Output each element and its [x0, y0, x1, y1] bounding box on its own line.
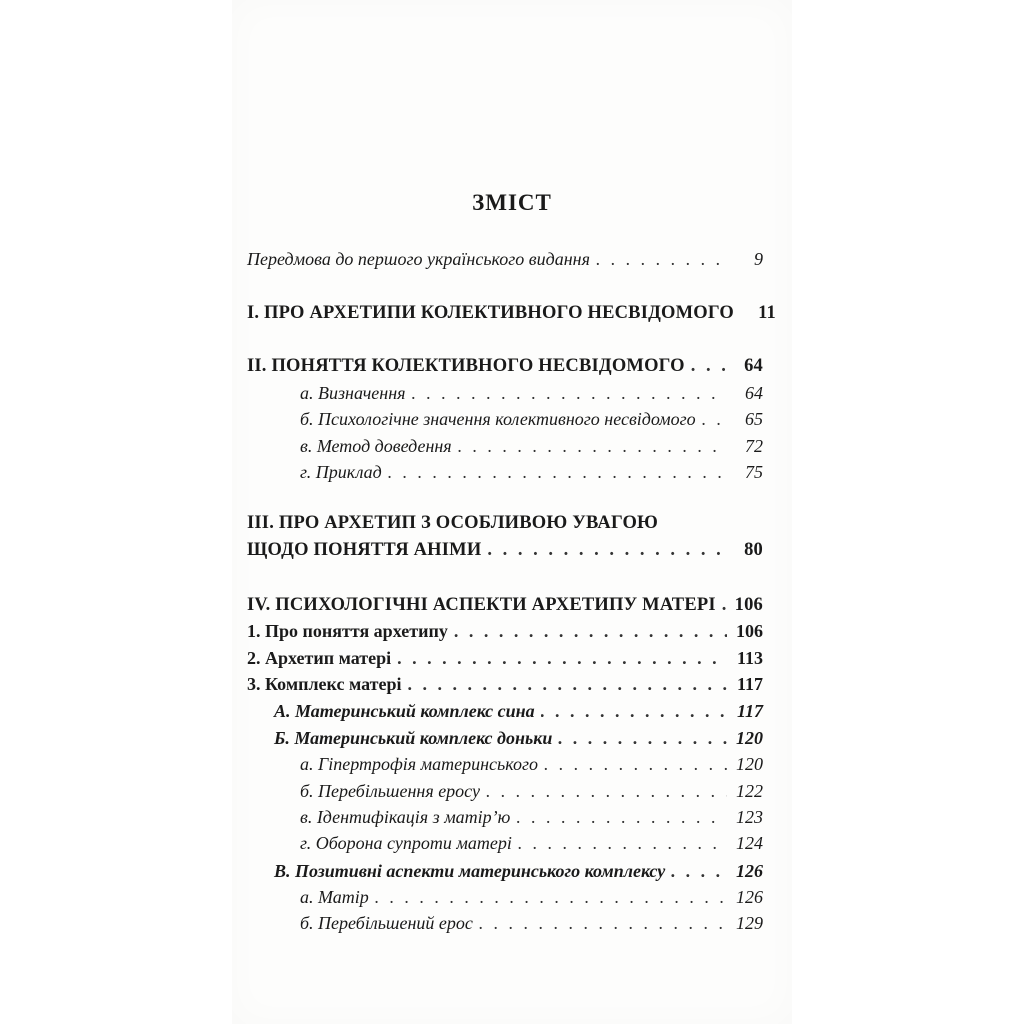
- toc-entry-4-3: [247, 673, 763, 695]
- entry-label: Передмова до першого українського видання: [247, 249, 590, 269]
- entry-label: В. Позитивні аспекти материнського комплексу: [274, 861, 666, 881]
- entry-page: 126: [736, 887, 763, 907]
- leader-dots: [412, 382, 727, 404]
- entry-label: а. Визначення: [300, 383, 406, 403]
- entry-label: г. Приклад: [300, 462, 382, 482]
- entry-page: 126: [736, 861, 763, 881]
- entry-page: 120: [736, 754, 763, 774]
- toc-entry-preface: [247, 248, 763, 270]
- entry-page: 80: [744, 540, 763, 560]
- toc-entry-2b: [300, 408, 763, 430]
- leader-dots: [487, 539, 727, 561]
- entry-label: а. Матір: [300, 887, 369, 907]
- toc-entry-chapter-3-line1: III. ПРО АРХЕТИП З ОСОБЛИВОЮ УВАГОЮ: [247, 513, 659, 533]
- entry-label: 2. Архетип матері: [247, 648, 392, 668]
- entry-page: 117: [736, 674, 763, 694]
- leader-dots: [516, 806, 727, 828]
- entry-page: 9: [754, 249, 763, 269]
- entry-label: г. Оборона супроти матері: [300, 833, 512, 853]
- entry-page: 64: [745, 383, 763, 403]
- leader-dots: [397, 647, 727, 669]
- entry-page: 124: [736, 833, 763, 853]
- entry-label: в. Метод доведення: [300, 436, 452, 456]
- entry-page: 123: [736, 807, 763, 827]
- toc-entry-chapter-2: [247, 355, 763, 377]
- toc-entry-chapter-1: [247, 302, 776, 324]
- entry-page: 129: [736, 913, 763, 933]
- leader-dots: [671, 860, 727, 882]
- leader-dots: [454, 620, 727, 642]
- entry-label: I. ПРО АРХЕТИПИ КОЛЕКТИВНОГО НЕСВІДОМОГО: [247, 303, 734, 323]
- toc-entry-2c: [300, 435, 763, 457]
- leader-dots: [375, 886, 727, 908]
- leader-dots: [518, 832, 727, 854]
- toc-entry-4-3-b: [274, 727, 763, 749]
- leader-dots: [486, 780, 727, 802]
- toc-entry-chapter-4: [247, 594, 763, 616]
- toc-entry-4-3-b-d: [300, 832, 763, 854]
- entry-page: 113: [736, 648, 763, 668]
- entry-page: 64: [744, 356, 763, 376]
- leader-dots: [388, 461, 727, 483]
- leader-dots: [541, 700, 727, 722]
- toc-entry-4-3-b-a: [300, 753, 763, 775]
- toc-entry-4-3-b-b: [300, 780, 763, 802]
- entry-label: в. Ідентифікація з матір’ю: [300, 807, 511, 827]
- entry-label: б. Психологічне значення колективного несвідомого: [300, 409, 696, 429]
- toc-title: ЗМІСТ: [472, 190, 552, 215]
- toc-entry-4-3-b-c: [300, 806, 763, 828]
- entry-label: б. Перебільшення еросу: [300, 781, 481, 801]
- entry-page: 117: [736, 701, 763, 721]
- toc-entry-4-2: [247, 647, 763, 669]
- entry-page: 106: [734, 595, 763, 615]
- leader-dots: [544, 753, 727, 775]
- toc-entry-4-3-c: [274, 860, 763, 882]
- toc-entry-4-3-c-a: [300, 886, 763, 908]
- leader-dots: [558, 727, 727, 749]
- leader-dots: [691, 355, 727, 377]
- toc-entry-chapter-3: [247, 539, 763, 561]
- toc-entry-4-1: [247, 620, 763, 642]
- entry-label: Б. Материнський комплекс доньки: [274, 728, 553, 748]
- toc-entry-4-3-a: [274, 700, 763, 722]
- entry-label: II. ПОНЯТТЯ КОЛЕКТИВНОГО НЕСВІДОМОГО: [247, 356, 685, 376]
- entry-page: 122: [736, 781, 763, 801]
- leader-dots: [458, 435, 727, 457]
- entry-page: 65: [745, 409, 763, 429]
- entry-page: 72: [745, 436, 763, 456]
- entry-label: ЩОДО ПОНЯТТЯ АНІМИ: [247, 540, 482, 560]
- entry-label: 1. Про поняття архетипу: [247, 621, 448, 641]
- entry-label: IV. ПСИХОЛОГІЧНІ АСПЕКТИ АРХЕТИПУ МАТЕРІ: [247, 595, 716, 615]
- leader-dots: [702, 408, 727, 430]
- entry-label: б. Перебільшений ерос: [300, 913, 473, 933]
- entry-page: 120: [736, 728, 763, 748]
- toc-entry-4-3-c-b: [300, 912, 763, 934]
- leader-dots: [722, 594, 727, 616]
- toc-entry-2d: [300, 461, 763, 483]
- toc-entry-2a: [300, 382, 763, 404]
- entry-label: А. Материнський комплекс сина: [274, 701, 535, 721]
- entry-label: а. Гіпертрофія материнського: [300, 754, 538, 774]
- leader-dots: [596, 248, 727, 270]
- entry-page: 11: [758, 303, 776, 323]
- leader-dots: [407, 673, 727, 695]
- entry-page: 75: [745, 462, 763, 482]
- leader-dots: [479, 912, 727, 934]
- entry-label: 3. Комплекс матері: [247, 674, 402, 694]
- entry-page: 106: [736, 621, 763, 641]
